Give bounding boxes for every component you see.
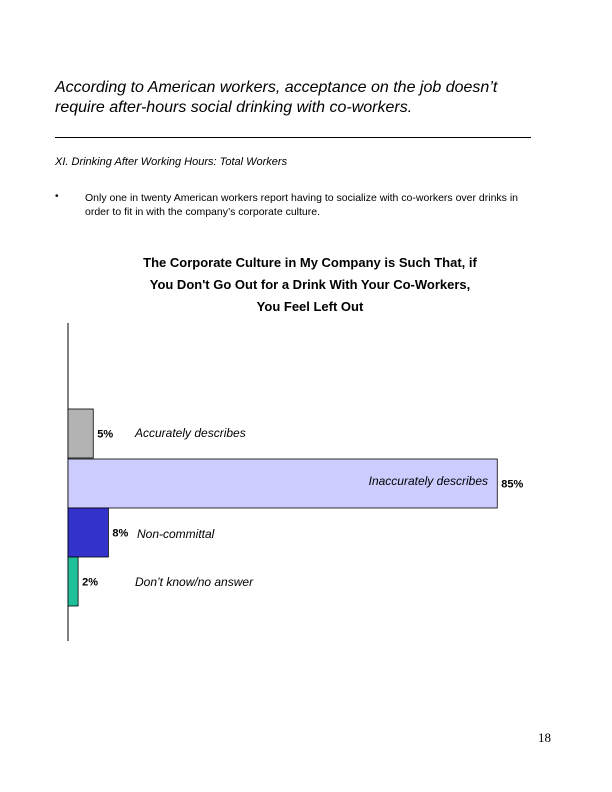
value-label-non-committal: 8% [112, 527, 129, 540]
value-label-inaccurately-describes: 85% [501, 478, 524, 491]
bar-don-t-know-no-answer [68, 557, 78, 606]
category-label-inaccurately-describes: Inaccurately describes [368, 474, 488, 488]
headline-line-1: According to American workers, acceptance on the job doesn’t [55, 79, 498, 96]
value-label-accurately-describes: 5% [97, 428, 114, 441]
section-title: XI. Drinking After Working Hours: Total Workers [55, 156, 288, 168]
category-label-accurately-describes: Accurately describes [135, 426, 246, 440]
chart-title-line-3: You Feel Left Out [256, 299, 364, 314]
category-label-don-t-know-no-answer: Don’t know/no answer [135, 575, 254, 589]
chart-title-line-1: The Corporate Culture in My Company is Such That, if [143, 255, 477, 270]
page-number: 18 [538, 730, 551, 745]
category-label-non-committal: Non-committal [137, 527, 215, 541]
chart-title-line-2: You Don't Go Out for a Drink With Your Co-Workers, [149, 277, 471, 292]
value-label-don-t-know-no-answer: 2% [82, 576, 99, 589]
bar-accurately-describes [68, 409, 93, 458]
bullet-text: Only one in twenty American workers report having to socialize with co-workers over drinks in order to fit in with the company’s corporate culture. [85, 192, 519, 218]
bar-non-committal [68, 508, 108, 557]
headline-line-2: require after-hours social drinking with co-workers. [55, 99, 413, 116]
bullet-marker: • [55, 191, 59, 202]
